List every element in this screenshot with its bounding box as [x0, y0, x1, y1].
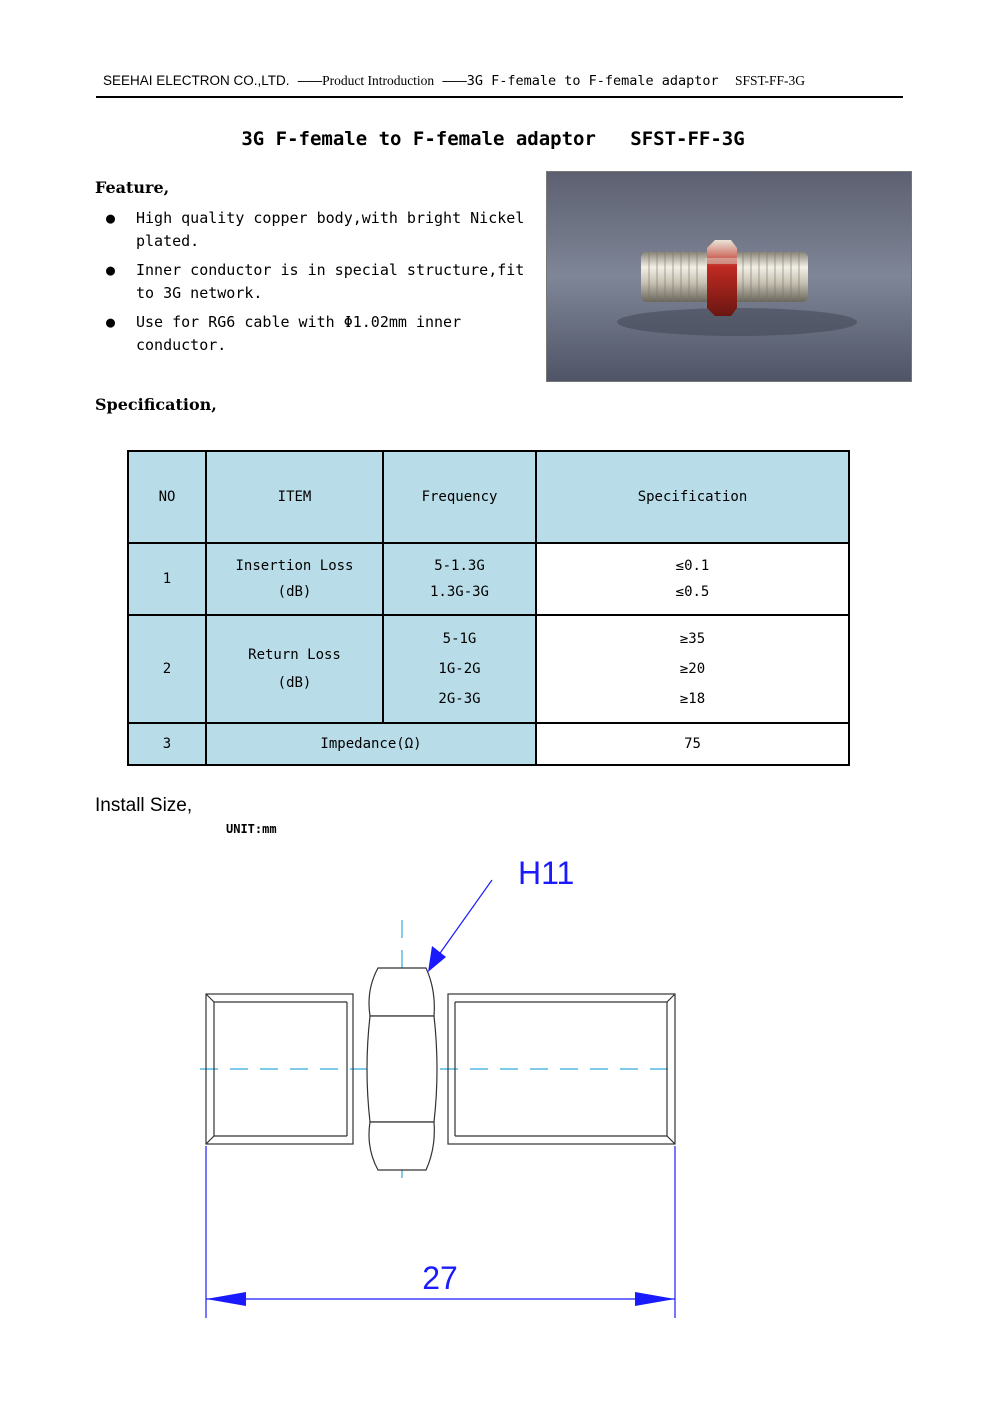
- hex-nut: [367, 968, 437, 1170]
- header-model: SFST-FF-3G: [734, 73, 805, 88]
- header-product: 3G F-female to F-female adaptor: [466, 73, 719, 89]
- table-row: [128, 723, 849, 765]
- install-drawing: [0, 840, 1000, 1340]
- list-item: ● High quality copper body,with bright Nickel plated.: [106, 209, 525, 250]
- feature-list: [98, 207, 528, 363]
- feature-heading: Feature,: [95, 178, 170, 197]
- bullet-icon: ●: [106, 209, 116, 227]
- install-heading: Install Size,: [95, 795, 193, 816]
- header-frequency: Frequency: [383, 451, 536, 543]
- right-arrow-icon: [635, 1292, 675, 1306]
- row-no: 1: [128, 543, 206, 615]
- header-specification: Specification: [536, 451, 849, 543]
- hex-size-label: H11: [518, 855, 575, 891]
- product-photo: [546, 171, 912, 382]
- row-no: 2: [128, 615, 206, 723]
- list-item: ● Inner conductor is in special structure,fit to 3G network.: [106, 261, 525, 302]
- bullet-icon: ●: [106, 261, 116, 279]
- hex-leader-arrow: [428, 880, 492, 972]
- company-name: SEEHAI ELECTRON CO.,LTD.: [103, 73, 290, 88]
- row-item: Insertion Loss (dB): [206, 543, 383, 615]
- spec-table: [127, 450, 850, 766]
- page-title: 3G F-female to F-female adaptor SFST-FF-3G: [241, 128, 745, 150]
- header-no: NO: [128, 451, 206, 543]
- list-item: ● Use for RG6 cable with Φ1.02mm inner conductor.: [106, 313, 462, 354]
- row-frequency: 5-1G 1G-2G 2G-3G: [383, 615, 536, 723]
- row-no: 3: [128, 723, 206, 765]
- row-frequency: 5-1.3G 1.3G-3G: [383, 543, 536, 615]
- header-dash: ———: [297, 73, 323, 89]
- table-row: [128, 543, 849, 615]
- header-dash: ———: [442, 73, 467, 89]
- page-header: [103, 73, 805, 89]
- header-rule: [96, 96, 903, 98]
- table-row: [128, 615, 849, 723]
- bullet-icon: ●: [106, 313, 116, 331]
- specification-heading: Specification,: [95, 395, 217, 414]
- header-section: Product Introduction: [322, 73, 435, 88]
- row-spec: 75: [536, 723, 849, 765]
- table-header-row: [128, 451, 849, 543]
- left-arrow-icon: [206, 1292, 246, 1306]
- row-item: Impedance(Ω): [206, 723, 536, 765]
- row-spec: ≥35 ≥20 ≥18: [536, 615, 849, 723]
- row-item: Return Loss (dB): [206, 615, 383, 723]
- length-label: 27: [422, 1260, 458, 1296]
- header-item: ITEM: [206, 451, 383, 543]
- row-spec: ≤0.1 ≤0.5: [536, 543, 849, 615]
- unit-label: UNIT:mm: [226, 822, 277, 836]
